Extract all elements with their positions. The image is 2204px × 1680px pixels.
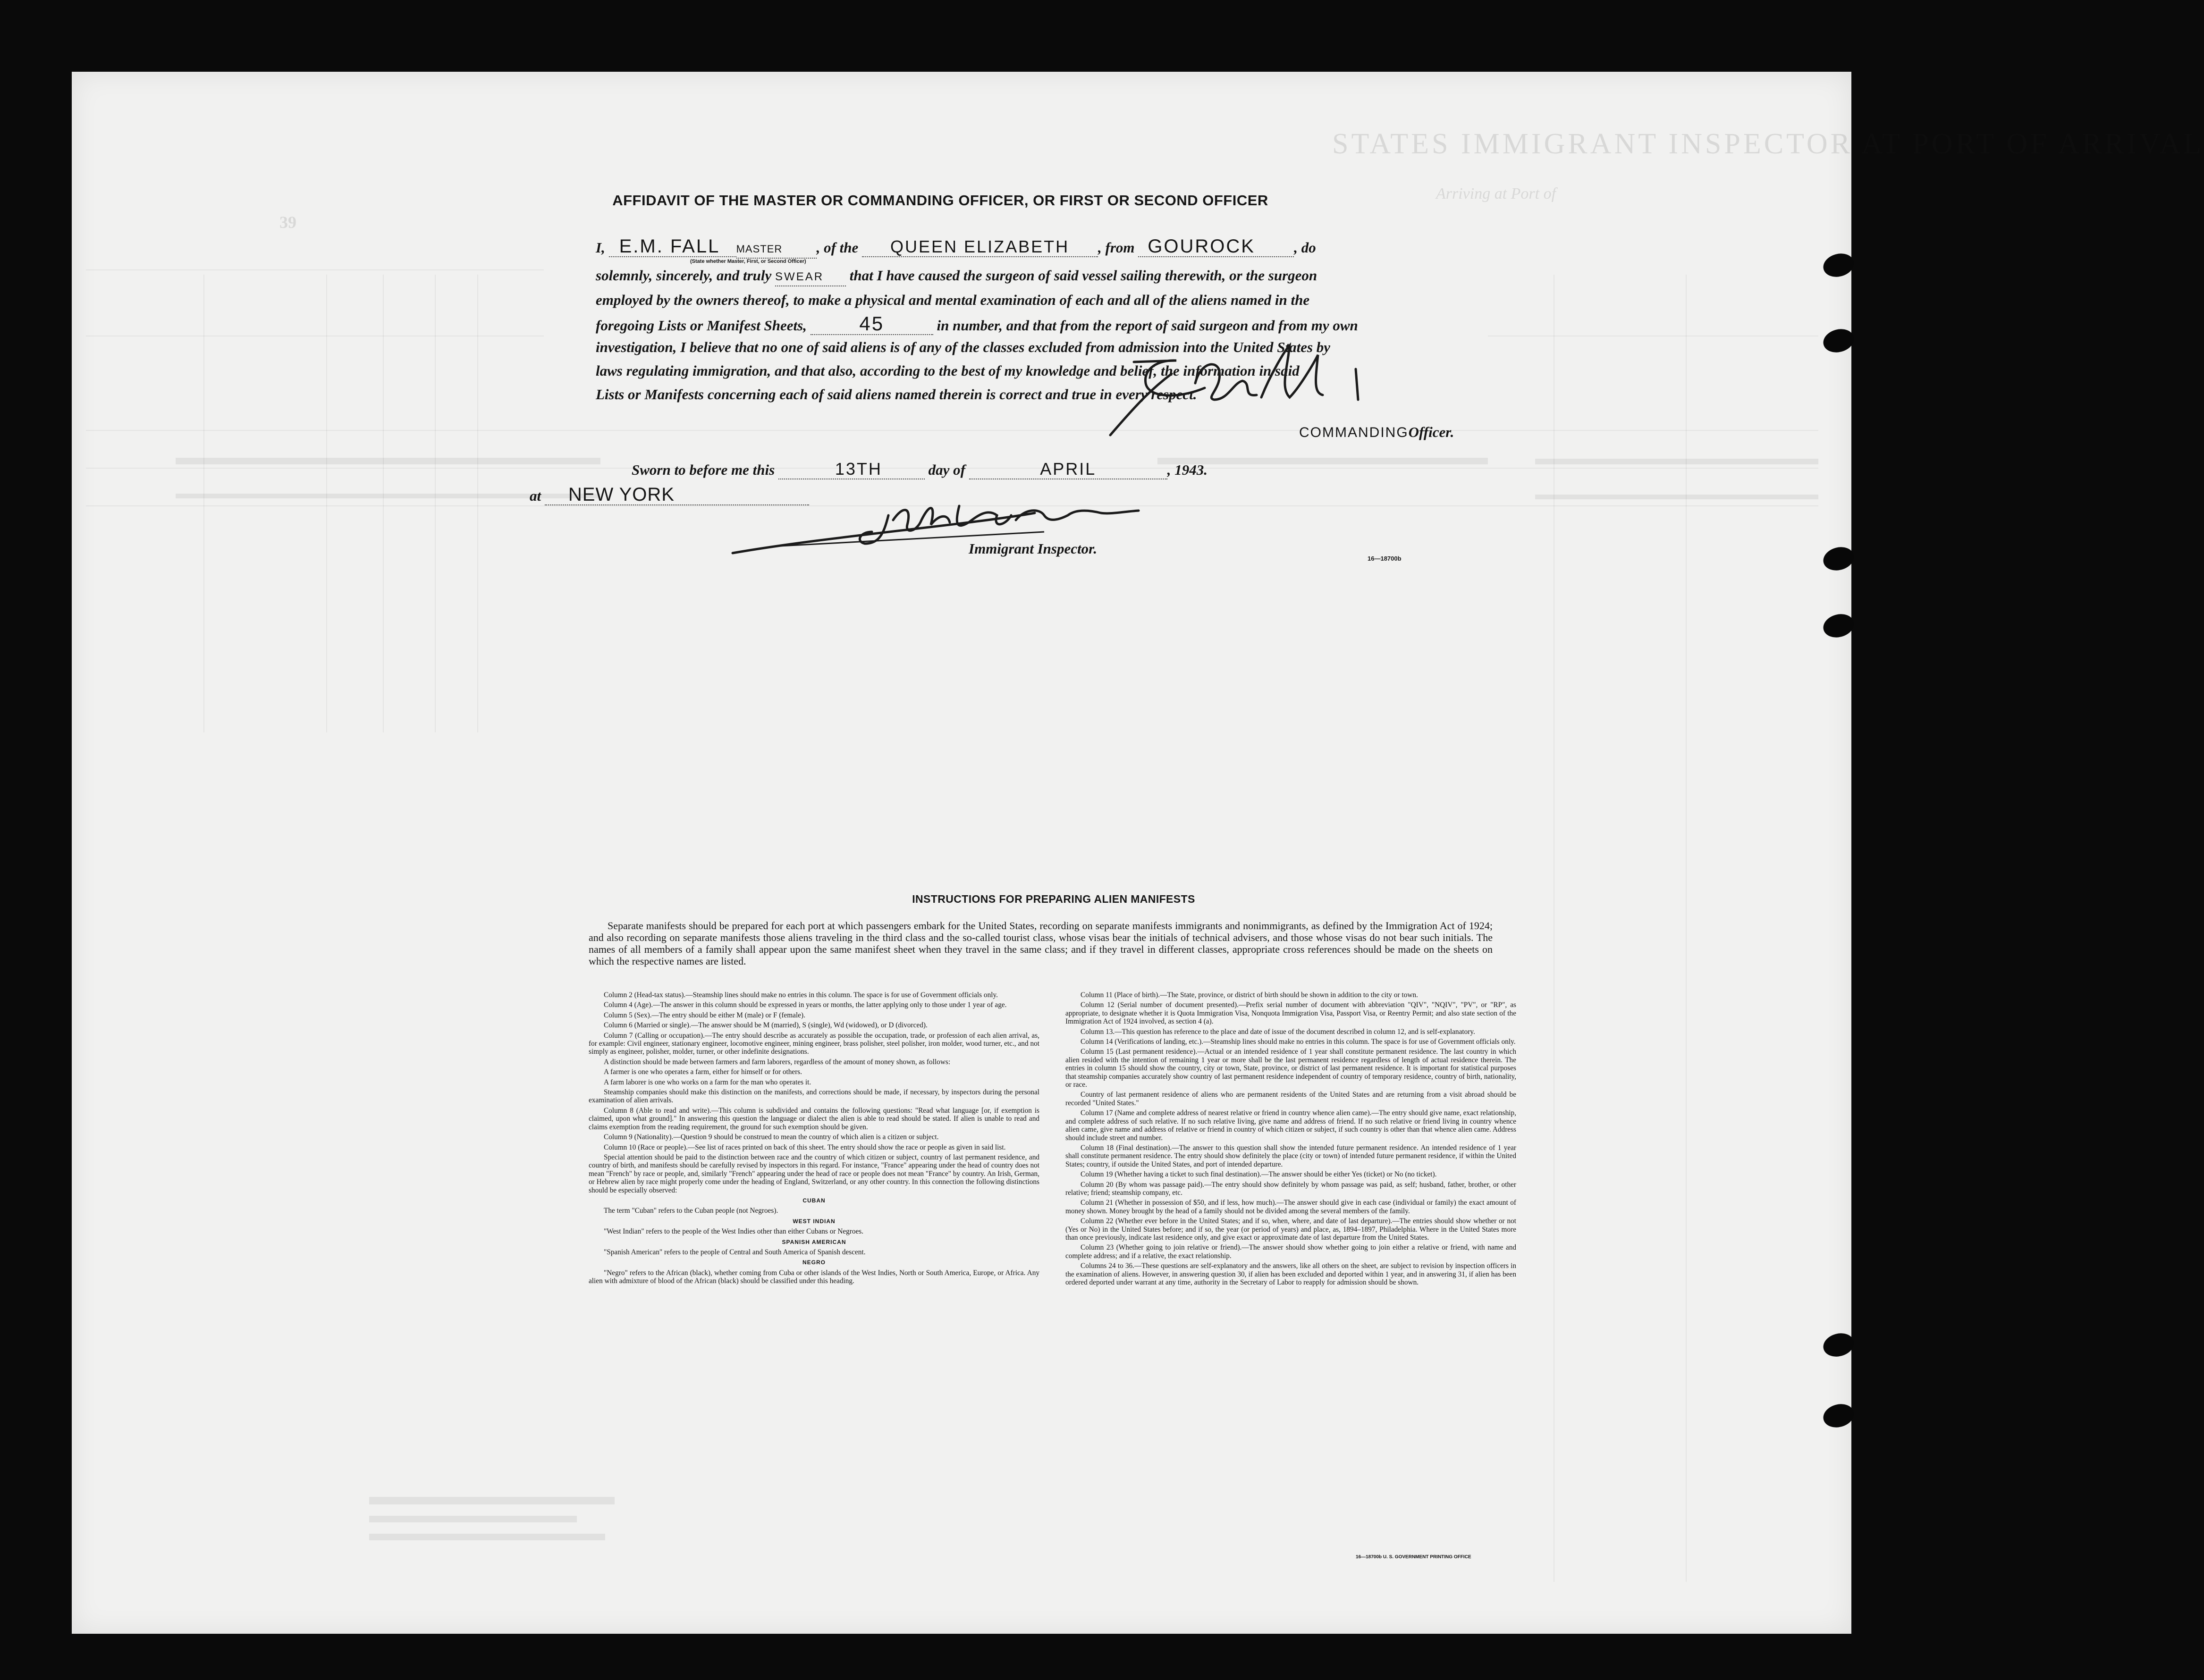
departure-port: GOUROCK xyxy=(1148,236,1255,257)
bleed-through-sheet-number: 39 xyxy=(279,213,296,232)
master-rank: MASTER xyxy=(736,243,783,255)
instr-col7: Column 7 (Calling or occupation).—The entry should describe as accurately as possible the occupation, trade, or profession of each alien arrival, as, for example: Civil engineer, stationary engineer, locomotive engineer, mining engineer, brass polisher, steel polisher, iron molder, wood turner, etc., and not simply as engineer, polisher, molder, turner, or other indefinite designations. xyxy=(589,1031,1039,1056)
instr-col21: Column 21 (Whether in possession of $50, and if less, how much).—The answer should give in each case (individual or family) the exact amount of money shown. Money brought by the head of a family should not be divided among the several members of the family. xyxy=(1065,1199,1516,1215)
instr-farm-laborer: A farm laborer is one who works on a farm for the man who operates it. xyxy=(604,1078,811,1086)
heading-spanish-american: SPANISH AMERICAN xyxy=(782,1238,846,1245)
instr-col10: Column 10 (Race or people).—See list of races printed on back of this sheet. The entry should show the race or people as given in said list. xyxy=(604,1143,1006,1151)
heading-west-indian: WEST INDIAN xyxy=(793,1218,836,1225)
instr-col12: Column 12 (Serial number of document presented).—Prefix serial number of document with abbreviation "QIV", "NQIV", "PV", or "RP", as appropriate, to designate whether it is Quota Immigration Visa, Nonquota Immigration Visa, Passport Visa, or Reentry Permit; and also state section of the Immigration Act of 1924 involved, as section 4 (a). xyxy=(1065,1001,1516,1026)
instr-col13: Column 13.—This question has reference to the place and date of issue of the document described in column 12, and is self-explanatory. xyxy=(1081,1027,1475,1036)
sworn-day: 13TH xyxy=(835,459,882,479)
affidavit-line-3: employed by the owners thereof, to make a physical and mental examination of each and all of the aliens named in the xyxy=(596,292,1310,308)
instr-col14: Column 14 (Verifications of landing, etc.).—Steamship lines should make no entries in this column. The space is for use of Government officials only. xyxy=(1081,1038,1516,1046)
def-west-indian: "West Indian" refers to the people of the West Indies other than either Cubans or Negroes. xyxy=(604,1227,864,1236)
affidavit-line-5: investigation, I believe that no one of said aliens is of any of the classes excluded from admission into the United States by xyxy=(596,339,1331,355)
manifest-page xyxy=(72,72,2204,1634)
instructions-title: INSTRUCTIONS FOR PREPARING ALIEN MANIFESTS xyxy=(912,893,1195,905)
instr-col22: Column 22 (Whether ever before in the United States; and if so, when, where, and date of last departure).—The entries should show whether or not (Yes or No) in the United States before; and if so, the year (or period of years) and place, as, 1894–1897, Philadelphia. Where in the United States more than once previously, indicate last residence only, and give exact or approximate date of last departure from the United States. xyxy=(1065,1217,1516,1242)
instr-col24-36: Columns 24 to 36.—These questions are self-explanatory and the answers, like all others on the sheet, are subject to revision by inspection officers in the examination of aliens. However, in answering question 30, if alien has been excluded and deported within 1 year, and in answering 31, if alien has been ordered deported under warrant at any time, authority in the Secretary of Labor to reapply for admission should be shown. xyxy=(1065,1262,1516,1286)
affidavit-line-6: laws regulating immigration, and that also, according to the best of my knowledge and belief, the information in said xyxy=(596,362,1300,379)
affidavit-line-1: I, E.M. FALL MASTER , of the QUEEN ELIZABETH , from GOUROCK , do xyxy=(596,238,1493,259)
affidavit-title: AFFIDAVIT OF THE MASTER OR COMMANDING OFFICER, OR FIRST OR SECOND OFFICER xyxy=(612,192,1268,209)
instr-special-attention: Special attention should be paid to the distinction between race and the country of which citizen or subject, country of last permanent residence, and country of birth, and manifests should be carefully revised by inspectors in this regard. For instance, "France" appearing under the head of country does not mean "French" by race or people, and, similarly "French" appearing under the head of race or people does not mean "France" by country. An Irish, German, or Hebrew alien by race might properly come under the heading of England, Switzerland, or any other country. In this connection the following distinctions should be especially observed: xyxy=(589,1153,1039,1194)
instructions-intro: Separate manifests should be prepared for each port at which passengers embark for the United States, recording on separate manifests immigrants and nonimmigrants, as defined by the Immigration Act of 1924; and also recording on separate manifests those aliens traveling in the third class and the so-called tourist class, whose visas bear the initials of technical advisers, and those whose visas do not bear such initials. The names of all members of a family shall appear upon the same manifest sheet when they travel in the same class; and if they travel in different classes, appropriate cross references should be made on the sheets on which the respective names are listed. xyxy=(589,920,1493,967)
instr-col8: Column 8 (Able to read and write).—This column is subdivided and contains the following questions: "Read what language [or, if exemption is claimed, upon what ground]." In answering this question the language or dialect the alien is able to read should be stated. If alien is unable to read and claims exemption from the reading requirement, the ground for such exemption should be given. xyxy=(589,1106,1039,1131)
heading-cuban: CUBAN xyxy=(802,1197,826,1204)
instr-last-residence: Country of last permanent residence of aliens who are permanent residents of the United States and are returning from a visit abroad should be recorded "United States." xyxy=(1065,1091,1516,1107)
at-line: at NEW YORK xyxy=(530,486,1427,505)
bleed-through-arriving: Arriving at Port of xyxy=(1436,185,1556,202)
affidavit-line-2: solemnly, sincerely, and truly SWEAR that I have caused the surgeon of said vessel sailing therewith, or the surgeon xyxy=(596,267,1493,286)
instr-farmer: A farmer is one who operates a farm, either for himself or for others. xyxy=(604,1068,802,1076)
form-code: 16—18700b xyxy=(1368,555,1402,562)
instr-col2: Column 2 (Head-tax status).—Steamship lines should make no entries in this column. The space is for use of Government officials only. xyxy=(604,991,998,999)
instr-farm-distinction: A distinction should be made between farmers and farm laborers, regardless of the amount of money shown, as follows: xyxy=(604,1058,951,1066)
officer-title: COMMANDING xyxy=(1299,425,1409,440)
instructions-left-column xyxy=(589,991,1039,1287)
instr-col18: Column 18 (Final destination).—The answer to this question shall show the intended future permanent residence. An intended residence of 1 year shall constitute permanent residence. The entry should show definitely the place (city or town) of intended future permanent residence, if within the United States; country, if outside the United States, and port of intended departure. xyxy=(1065,1143,1516,1168)
bleed-through-header: STATES IMMIGRANT INSPECTOR AT PORT OF ARRIVAL xyxy=(1332,128,2204,160)
sworn-line: Sworn to before me this 13TH day of APRIL , 1943. xyxy=(632,459,1208,479)
affidavit-line-4: foregoing Lists or Manifest Sheets, 45 in number, and that from the report of said surgeon and from my own xyxy=(596,312,1358,335)
instr-col19: Column 19 (Whether having a ticket to such final destination).—The answer should be either Yes (ticket) or No (no ticket). xyxy=(1081,1170,1437,1179)
vessel-name: QUEEN ELIZABETH xyxy=(890,237,1070,256)
def-cuban: The term "Cuban" refers to the Cuban people (not Negroes). xyxy=(604,1207,778,1215)
master-name: E.M. FALL xyxy=(619,236,720,257)
sheet-count: 45 xyxy=(859,312,885,335)
def-negro: "Negro" refers to the African (black), whether coming from Cuba or other islands of the West Indies, North or South America, Europe, or Africa. Any alien with admixture of blood of the African (black) should be classified under this heading. xyxy=(589,1268,1039,1285)
def-spanish-american: "Spanish American" refers to the people of Central and South America of Spanish descent. xyxy=(604,1248,866,1256)
oath-word: SWEAR xyxy=(775,270,824,283)
instr-col6: Column 6 (Married or single).—The answer should be M (married), S (single), Wd (widowed), or D (divorced). xyxy=(604,1021,928,1030)
rank-note: (State whether Master, First, or Second Officer) xyxy=(690,259,806,264)
instr-col9: Column 9 (Nationality).—Question 9 should be construed to mean the country of which alien is a citizen or subject. xyxy=(604,1133,939,1142)
printing-office-code: 16—18700b U. S. GOVERNMENT PRINTING OFFICE xyxy=(1356,1554,1471,1560)
instr-col4: Column 4 (Age).—The answer in this column should be expressed in years or months, the latter applying only to those under 1 year of age. xyxy=(604,1001,1007,1009)
instr-col15: Column 15 (Last permanent residence).—Actual or an intended residence of 1 year shall constitute permanent residence. The last country in which alien resided with the intention of remaining 1 year or more shall be the last permanent residence regardless of length of actual residence therein. The entries in column 15 should show the country, city or town, State, province, or district of last permanent residence. It is important for statistical purposes that steamship companies accurately show country of last permanent residence independent of country of temporary residence, country of birth, nationality, or race. xyxy=(1065,1048,1516,1089)
sworn-place: NEW YORK xyxy=(568,484,675,505)
instr-col20: Column 20 (By whom was passage paid).—The entry should show definitely by whom passage was paid, as self; husband, father, brother, or other relative; friend; steamship company, etc. xyxy=(1065,1180,1516,1197)
instr-col5: Column 5 (Sex).—The entry should be either M (male) or F (female). xyxy=(604,1011,805,1019)
instr-col17: Column 17 (Name and complete address of nearest relative or friend in country whence alien came).—The entry should give name, exact relationship, and complete address of such relative. If no such relative living, give name and address of friend. If no such relative or friend living in country whence alien came, give name and address of relative or friend in country of which citizen or subject, if such country is other than that whence alien came. Address should include street and number. xyxy=(1065,1109,1516,1142)
officer-title-line: COMMANDINGOfficer. xyxy=(1299,424,1454,440)
master-signature xyxy=(1101,317,1412,430)
sworn-month: APRIL xyxy=(1040,459,1097,479)
inspector-label: Immigrant Inspector. xyxy=(969,540,1098,557)
instr-col11: Column 11 (Place of birth).—The State, province, or district of birth should be shown in addition to the city or town. xyxy=(1081,991,1418,999)
heading-negro: NEGRO xyxy=(802,1259,826,1266)
instr-steamship-distinction: Steamship companies should make this distinction on the manifests, and corrections should be made, if necessary, by inspectors during the personal examination of alien arrivals. xyxy=(589,1088,1039,1105)
affidavit-line-7: Lists or Manifests concerning each of said aliens named therein is correct and true in every respect. xyxy=(596,386,1197,403)
instr-col23: Column 23 (Whether going to join relative or friend).—The answer should show whether going to join either a relative or friend, with name and complete address; and if a relative, the exact relationship. xyxy=(1065,1243,1516,1260)
instructions-right-column xyxy=(1065,991,1516,1288)
